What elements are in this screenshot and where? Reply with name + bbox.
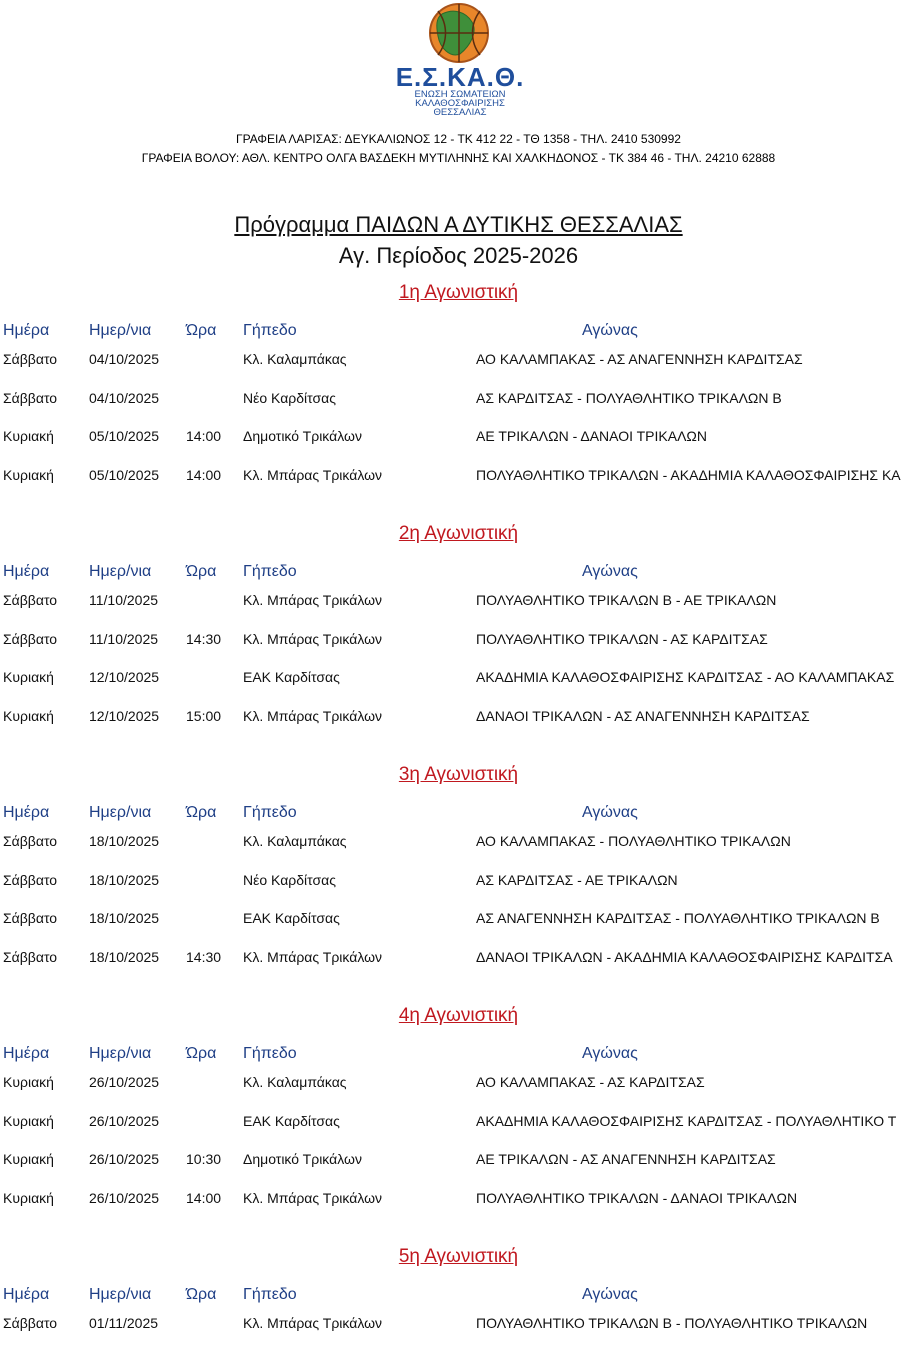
game-venue: Κλ. Μπάρας Τρικάλων [243,948,383,965]
round-title: 4η Αγωνιστική [398,1005,519,1026]
game-row [0,351,917,390]
game-row [0,872,917,911]
game-row [0,390,917,429]
game-date: 18/10/2025 [89,871,160,888]
game-date: 18/10/2025 [89,948,160,965]
game-venue: Δημοτικό Τρικάλων [243,1151,362,1168]
column-header-match: Αγώνας [582,563,638,580]
game-date: 11/10/2025 [89,630,159,647]
game-day: Κυριακή [3,669,54,686]
game-row [0,1190,917,1229]
game-match: ΠΟΛΥΑΘΛΗΤΙΚΟ ΤΡΙΚΑΛΩΝ Β - ΑΕ ΤΡΙΚΑΛΩΝ [476,592,777,608]
game-day: Σάββατο [3,630,58,647]
game-venue: Δημοτικό Τρικάλων [243,428,362,445]
game-date: 04/10/2025 [89,351,160,367]
game-match: ΑΣ ΚΑΡΔΙΤΣΑΣ - ΠΟΛΥΑΘΛΗΤΙΚΟ ΤΡΙΚΑΛΩΝ Β [476,389,782,406]
game-venue: ΕΑΚ Καρδίτσας [243,669,340,686]
round-section [0,764,917,987]
column-header-match: Αγώνας [582,322,638,339]
game-date: 01/11/2025 [89,1315,159,1331]
logo-subtitle-line: ΚΑΛΑΘΟΣΦΑΙΡΙΣΗΣ [415,98,505,109]
game-row [0,467,917,506]
game-venue: Κλ. Μπάρας Τρικάλων [243,1189,383,1206]
game-date: 26/10/2025 [89,1151,160,1168]
game-date: 26/10/2025 [89,1112,160,1129]
game-row [0,428,917,467]
game-day: Κυριακή [3,428,54,445]
column-header-day: Ημέρα [3,563,50,580]
game-venue: ΕΑΚ Καρδίτσας [243,1112,340,1129]
game-day: Κυριακή [3,1151,54,1168]
game-day: Σάββατο [3,833,58,849]
column-header-date: Ημερ/νια [89,1286,152,1303]
game-match: ΑΕ ΤΡΙΚΑΛΩΝ - ΑΣ ΑΝΑΓΕΝΝΗΣΗ ΚΑΡΔΙΤΣΑΣ [476,1151,776,1168]
logo-subtitle [390,90,530,117]
game-match: ΑΟ ΚΑΛΑΜΠΑΚΑΣ - ΠΟΛΥΑΘΛΗΤΙΚΟ ΤΡΙΚΑΛΩΝ [476,833,791,849]
column-header-date: Ημερ/νια [89,322,152,339]
column-header-row [0,1286,917,1308]
column-header-row [0,1045,917,1067]
game-date: 26/10/2025 [89,1074,160,1090]
address-larisa: ΓΡΑΦΕΙΑ ΛΑΡΙΣΑΣ: ΔΕΥΚΑΛΙΩΝΟΣ 12 - ΤΚ 412 22 - ΤΘ 1358 - ΤΗΛ. 2410 530992 [236,132,681,146]
game-date: 11/10/2025 [89,592,159,608]
game-match: ΠΟΛΥΑΘΛΗΤΙΚΟ ΤΡΙΚΑΛΩΝ - ΑΚΑΔΗΜΙΑ ΚΑΛΑΘΟΣΦΑΙΡΙΣΗΣ ΚΑ [476,466,901,483]
game-match: ΑΚΑΔΗΜΙΑ ΚΑΛΑΘΟΣΦΑΙΡΙΣΗΣ ΚΑΡΔΙΤΣΑΣ - ΠΟΛΥΑΘΛΗΤΙΚΟ Τ [476,1112,897,1129]
game-venue: Κλ. Μπάρας Τρικάλων [243,630,383,647]
round-title: 3η Αγωνιστική [398,764,519,785]
column-header-date: Ημερ/νια [89,1045,152,1062]
season-period: Αγ. Περίοδος 2025-2026 [338,243,579,268]
page-title: Πρόγραμμα ΠΑΙΔΩΝ Α ΔΥΤΙΚΗΣ ΘΕΣΣΑΛΙΑΣ [234,212,683,237]
round-title: 1η Αγωνιστική [398,282,519,303]
game-day: Σάββατο [3,351,58,367]
game-row [0,669,917,708]
game-time: 14:00 [186,466,222,483]
column-header-time: Ώρα [186,1045,217,1062]
logo-subtitle-line: ΕΝΩΣΗ ΣΩΜΑΤΕΙΩΝ [414,89,506,100]
address-volos: ΓΡΑΦΕΙΑ ΒΟΛΟΥ: ΑΘΛ. ΚΕΝΤΡΟ ΟΛΓΑ ΒΑΣΔΕΚΗ ΜΥΤΙΛΗΝΗΣ ΚΑΙ ΧΑΛΚΗΔΟΝΟΣ - ΤΚ 384 46 - ΤΗΛ. 24210 62888 [141,151,776,165]
game-date: 04/10/2025 [89,389,160,406]
column-header-time: Ώρα [186,322,217,339]
game-match: ΔΑΝΑΟΙ ΤΡΙΚΑΛΩΝ - ΑΣ ΑΝΑΓΕΝΝΗΣΗ ΚΑΡΔΙΤΣΑΣ [476,707,810,724]
game-date: 12/10/2025 [89,707,160,724]
game-date: 18/10/2025 [89,833,160,849]
column-header-day: Ημέρα [3,804,50,821]
game-match: ΠΟΛΥΑΘΛΗΤΙΚΟ ΤΡΙΚΑΛΩΝ - ΔΑΝΑΟΙ ΤΡΙΚΑΛΩΝ [476,1189,798,1206]
game-date: 05/10/2025 [89,466,160,483]
game-day: Σάββατο [3,871,58,888]
column-header-time: Ώρα [186,563,217,580]
round-section [0,1246,917,1354]
game-row [0,949,917,988]
game-venue: Κλ. Μπάρας Τρικάλων [243,592,383,608]
column-header-day: Ημέρα [3,322,50,339]
round-section [0,1005,917,1228]
game-match: ΔΑΝΑΟΙ ΤΡΙΚΑΛΩΝ - ΑΚΑΔΗΜΙΑ ΚΑΛΑΘΟΣΦΑΙΡΙΣΗΣ ΚΑΡΔΙΤΣΑ [476,948,893,965]
game-match: ΠΟΛΥΑΘΛΗΤΙΚΟ ΤΡΙΚΑΛΩΝ - ΑΣ ΚΑΡΔΙΤΣΑΣ [476,630,768,647]
game-day: Κυριακή [3,1074,54,1090]
column-header-date: Ημερ/νια [89,804,152,821]
logo-subtitle-line: ΘΕΣΣΑΛΙΑΣ [433,107,487,118]
game-date: 05/10/2025 [89,428,160,445]
game-match: ΑΕ ΤΡΙΚΑΛΩΝ - ΔΑΝΑΟΙ ΤΡΙΚΑΛΩΝ [476,428,708,445]
game-time: 14:30 [186,630,222,647]
game-match: ΑΟ ΚΑΛΑΜΠΑΚΑΣ - ΑΣ ΚΑΡΔΙΤΣΑΣ [476,1074,705,1090]
game-match: ΑΚΑΔΗΜΙΑ ΚΑΛΑΘΟΣΦΑΙΡΙΣΗΣ ΚΑΡΔΙΤΣΑΣ - ΑΟ ΚΑΛΑΜΠΑΚΑΣ [476,669,895,686]
column-header-venue: Γήπεδο [243,804,297,821]
game-row [0,631,917,670]
round-section [0,282,917,505]
game-time: 10:30 [186,1151,222,1168]
game-day: Σάββατο [3,389,58,406]
round-title: 2η Αγωνιστική [398,523,519,544]
column-header-match: Αγώνας [582,804,638,821]
column-header-venue: Γήπεδο [243,322,297,339]
game-day: Σάββατο [3,1315,58,1331]
game-date: 26/10/2025 [89,1189,160,1206]
basketball-icon [426,2,492,64]
round-title: 5η Αγωνιστική [398,1246,519,1267]
game-time: 14:00 [186,428,222,445]
game-venue: Κλ. Καλαμπάκας [243,351,347,367]
game-time: 14:00 [186,1189,222,1206]
game-venue: Κλ. Καλαμπάκας [243,833,347,849]
column-header-match: Αγώνας [582,1045,638,1062]
column-header-venue: Γήπεδο [243,1045,297,1062]
column-header-time: Ώρα [186,804,217,821]
game-venue: ΕΑΚ Καρδίτσας [243,910,340,927]
game-date: 12/10/2025 [89,669,160,686]
column-header-date: Ημερ/νια [89,563,152,580]
game-day: Κυριακή [3,1189,54,1206]
game-day: Κυριακή [3,707,54,724]
game-match: ΑΣ ΚΑΡΔΙΤΣΑΣ - ΑΕ ΤΡΙΚΑΛΩΝ [476,871,678,888]
column-header-time: Ώρα [186,1286,217,1303]
round-section [0,523,917,746]
column-header-row [0,563,917,585]
game-time: 15:00 [186,707,222,724]
game-day: Κυριακή [3,1112,54,1129]
game-row [0,1113,917,1152]
game-match: ΑΟ ΚΑΛΑΜΠΑΚΑΣ - ΑΣ ΑΝΑΓΕΝΝΗΣΗ ΚΑΡΔΙΤΣΑΣ [476,351,803,367]
game-time: 14:30 [186,948,222,965]
game-venue: Κλ. Μπάρας Τρικάλων [243,707,383,724]
game-row [0,833,917,872]
column-header-venue: Γήπεδο [243,563,297,580]
game-row [0,1074,917,1113]
game-row [0,708,917,747]
game-date: 18/10/2025 [89,910,160,927]
game-day: Σάββατο [3,910,58,927]
game-day: Σάββατο [3,592,58,608]
column-header-day: Ημέρα [3,1286,50,1303]
game-day: Σάββατο [3,948,58,965]
eskath-logo [390,2,530,120]
game-row [0,910,917,949]
game-match: ΑΣ ΑΝΑΓΕΝΝΗΣΗ ΚΑΡΔΙΤΣΑΣ - ΠΟΛΥΑΘΛΗΤΙΚΟ ΤΡΙΚΑΛΩΝ Β [476,910,880,927]
column-header-venue: Γήπεδο [243,1286,297,1303]
game-venue: Κλ. Μπάρας Τρικάλων [243,1315,383,1331]
game-match: ΠΟΛΥΑΘΛΗΤΙΚΟ ΤΡΙΚΑΛΩΝ Β - ΠΟΛΥΑΘΛΗΤΙΚΟ ΤΡΙΚΑΛΩΝ [476,1315,868,1331]
game-row [0,1151,917,1190]
game-row [0,592,917,631]
game-day: Κυριακή [3,466,54,483]
game-venue: Νέο Καρδίτσας [243,871,336,888]
column-header-row [0,322,917,344]
logo-abbreviation: Ε.Σ.ΚΑ.Θ. [395,62,525,92]
game-venue: Κλ. Μπάρας Τρικάλων [243,466,383,483]
column-header-day: Ημέρα [3,1045,50,1062]
game-venue: Νέο Καρδίτσας [243,389,336,406]
game-row [0,1315,917,1354]
column-header-row [0,804,917,826]
column-header-match: Αγώνας [582,1286,638,1303]
game-venue: Κλ. Καλαμπάκας [243,1074,347,1090]
